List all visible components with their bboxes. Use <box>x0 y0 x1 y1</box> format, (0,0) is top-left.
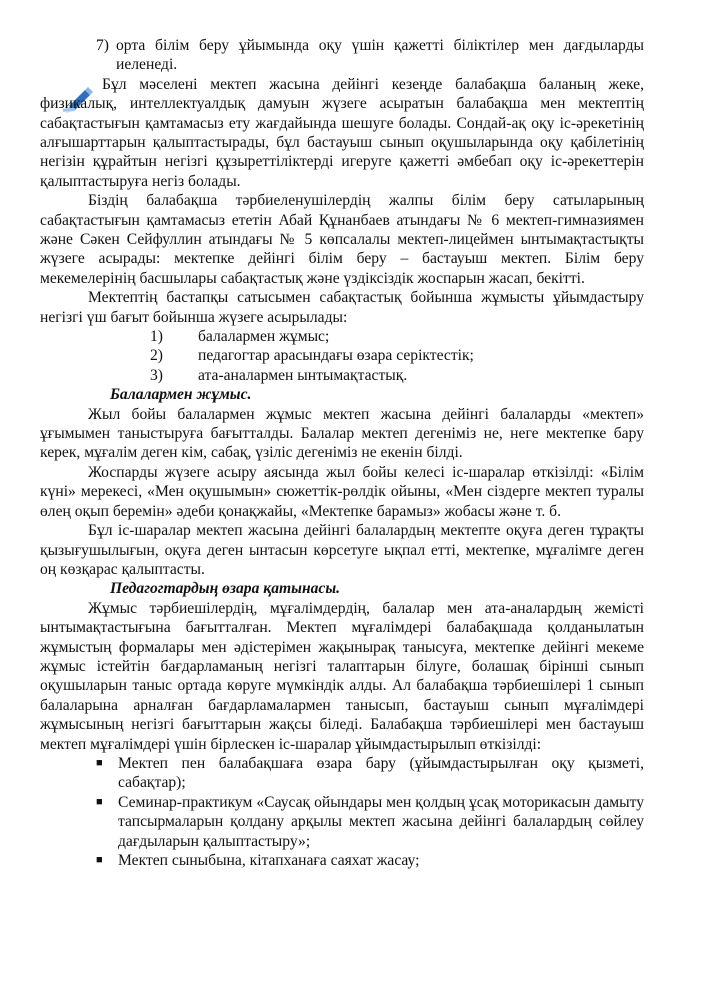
section-heading-children: Балалармен жұмыс. <box>110 386 252 404</box>
list-item <box>96 327 644 346</box>
paragraph-5: Жоспарды жүзеге асыру аясында жыл бойы келесі іс-шаралар өткізілді: «Білім күні» мерекесі, «Мен оқушымын» сюжеттік-рөлдік ойыны, «Мен сіздерге мектеп туралы өлең оқып беремін» әдеби қонақжайы, «Мектепке барамыз» жобасы және т. б. <box>40 463 644 520</box>
bullet-item <box>96 851 644 870</box>
list-text: педагогтар арасындағы өзара серіктестік; <box>198 347 474 365</box>
bullet-icon: ■ <box>96 756 103 769</box>
paragraph-1: Бұл мәселені мектеп жасына дейінгі кезеңде балабақша баланың жеке, физикалық, интеллектуалдық дамуын жүзеге асыратын балабақша мен мектептің сабақтастығын қамтамасыз ету жағдайында шешуге болады. Сондай-ақ оқу іс-әрекетінің алғышарттарын қалыптастырады, бұл бастауыш сынып оқушыларында оқу қабілетінің негізін құрайтын негізгі құзыреттіліктерді игеруге қажетті әмбебап оқу іс-әрекеттерін қалыптастыруға негіз болады. <box>40 75 644 190</box>
list-text: балалармен жұмыс; <box>198 328 330 346</box>
list-number: 3) <box>150 366 163 384</box>
list-text: орта білім беру ұйымында оқу үшін қажетті біліктілер мен дағдыларды иеленеді. <box>116 37 644 74</box>
paragraph-4: Жыл бойы балалармен жұмыс мектеп жасына дейінгі балаларды «мектеп» ұғымымен таныстыруға бағытталды. Балалар мектеп дегеніміз не, неге мектепке бару керек, мұғалім деген кім, сабақ, үзіліс дегеніміз не екенін білді. <box>40 405 644 462</box>
section-heading-teachers: Педагогтардың өзара қатынасы. <box>110 580 341 598</box>
directions-list <box>96 327 644 385</box>
paragraph-6: Бұл іс-шаралар мектеп жасына дейінгі балалардың мектепте оқуға деген тұрақты қызығушылығын, оқуға деген ынтасын көрсетуге ықпал етті, мектепке, мұғалімге деген оң көзқарас қалыптасты. <box>40 522 644 578</box>
bullet-item <box>96 754 644 793</box>
list-text: ата-аналармен ынтымақтастық. <box>198 366 408 384</box>
bullet-text: Мектеп пен балабақшаға өзара бару (ұйымдастырылған оқу қызметі, сабақтар); <box>118 754 644 792</box>
bullet-icon: ■ <box>96 854 103 867</box>
events-list <box>96 754 644 870</box>
paragraph-7: Жұмыс тәрбиешілердің, мұғалімдердің, балалар мен ата-аналардың жемісті ынтымақтастығына бағытталған. Мектеп мұғалімдері балабақшада қолданылатын жұмыстың формалары мен әдістерімен жақынырақ танысуға, мектепке дейінгі мекеме жұмыс істейтін бағдарламаның негізгі талаптарын білуге, болашақ бірінші сынып оқушыларын таныс ортада көруге мүмкіндік алды. Ал балабақша тәрбиешілері 1 сынып балаларына арналған бағдарламалармен танысып, бастауыш сынып мұғалімдері жұмысының негізгі бағыттарын жақсы біледі. Балабақша тәрбиешілері мен бастауыш мектеп мұғалімдері үшін бірлескен іс-шаралар ұйымдастырылып өткізілді: <box>40 599 644 753</box>
bullet-text: Мектеп сыныбына, кітапханаға саяхат жасау; <box>118 852 420 870</box>
list-item <box>96 366 644 385</box>
list-number: 2) <box>150 347 163 365</box>
list-item <box>96 346 644 365</box>
document-body <box>40 36 644 870</box>
bullet-icon: ■ <box>96 795 103 808</box>
paragraph-2: Біздің балабақша тәрбиеленушілердің жалпы білім беру сатыларының сабақтастығын қамтамасыз ететін Абай Құнанбаев атындағы № 6 мектеп-гимназиямен және Сәкен Сейфуллин атындағы № 5 көпсалалы мектеп-лицеймен ынтымақтастықты жүзеге асырады: мектепке дейінгі білім беру – бастауыш мектеп. Білім беру мекемелерінің басшылары сабақтастық және үздіксіздік жоспарын жасап, бекітті. <box>40 192 644 287</box>
list-number: 7) <box>96 37 109 54</box>
bullet-text: Семинар-практикум «Саусақ ойындары мен қолдың ұсақ моторикасын дамыту тапсырмаларын қолдану арқылы мектеп жасына дейінгі балалардың сөйлеу дағдыларын қалыптастыру»; <box>118 793 644 850</box>
paragraph-3: Мектептің бастапқы сатысымен сабақтастық бойынша жұмысты ұйымдастыру негізгі үш бағыт бойынша жүзеге асырылады: <box>40 289 644 326</box>
bullet-item <box>96 793 644 851</box>
list-item-7 <box>96 36 644 75</box>
list-number: 1) <box>150 328 163 346</box>
